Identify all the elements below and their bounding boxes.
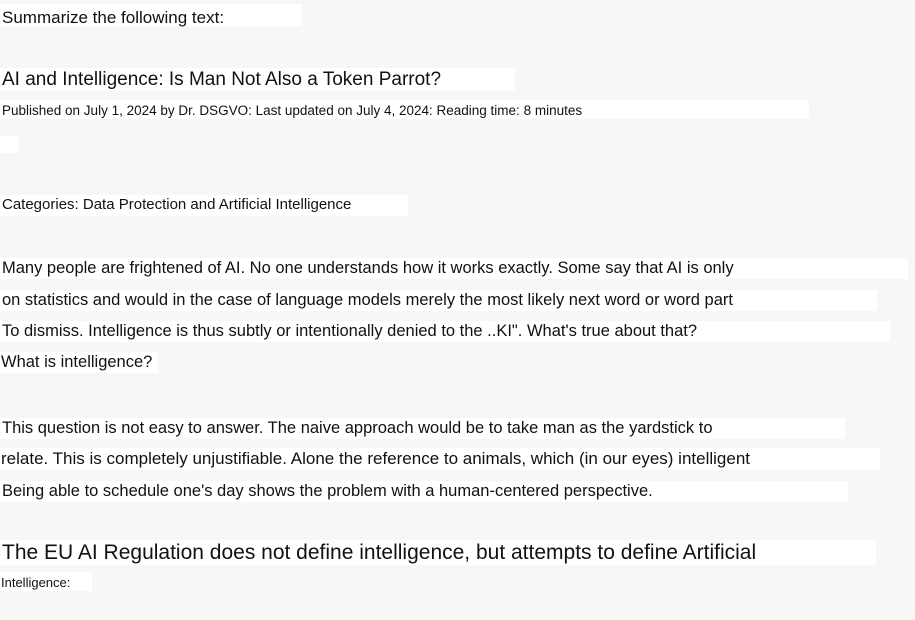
stray-highlight-block: [0, 136, 18, 153]
paragraph-2-line-3-text: Being able to schedule one's day shows the problem with a human-centered perspective.: [2, 482, 653, 500]
heading-1-text: What is intelligence?: [1, 353, 153, 371]
paragraph-1-line-3: [2, 323, 697, 340]
heading-2: [2, 542, 756, 563]
heading-2-continuation: [1, 576, 70, 589]
paragraph-1-line-3-text: To dismiss. Intelligence is thus subtly or intentionally denied to the ..KI". What's true about that?: [2, 322, 698, 340]
paragraph-1-line-1-text: Many people are frightened of AI. No one understands how it works exactly. Some say that AI is only: [2, 259, 734, 277]
paragraph-2-line-1: [2, 420, 713, 437]
article-title: [2, 70, 441, 89]
paragraph-1-line-1: [2, 260, 734, 277]
paragraph-2-line-2-text: relate. This is completely unjustifiable. Alone the reference to animals, which (in our eyes) intelligent: [1, 449, 751, 468]
article-title-text: AI and Intelligence: Is Man Not Also a Token Parrot?: [2, 69, 442, 90]
paragraph-2-line-3: [2, 483, 653, 500]
heading-1: [1, 354, 152, 371]
paragraph-2-line-1-text: This question is not easy to answer. The naive approach would be to take man as the yardstick to: [2, 419, 713, 437]
article-categories-text: Categories: Data Protection and Artificial Intelligence: [2, 196, 352, 213]
paragraph-2-line-2: [1, 450, 750, 467]
paragraph-1-line-2: [2, 292, 733, 309]
heading-2-text: The EU AI Regulation does not define intelligence, but attempts to define Artificial: [2, 541, 757, 564]
paragraph-1-line-2-text: on statistics and would in the case of language models merely the most likely next word or word part: [2, 291, 733, 309]
article-byline-text: Published on July 1, 2024 by Dr. DSGVO: Last updated on July 4, 2024: Reading time: 8 minutes: [2, 103, 583, 118]
article-byline: [2, 104, 582, 118]
prompt-line: [2, 9, 224, 26]
prompt-text: Summarize the following text:: [2, 8, 225, 27]
article-categories: [2, 197, 351, 212]
heading-2-continuation-text: Intelligence:: [1, 575, 71, 590]
